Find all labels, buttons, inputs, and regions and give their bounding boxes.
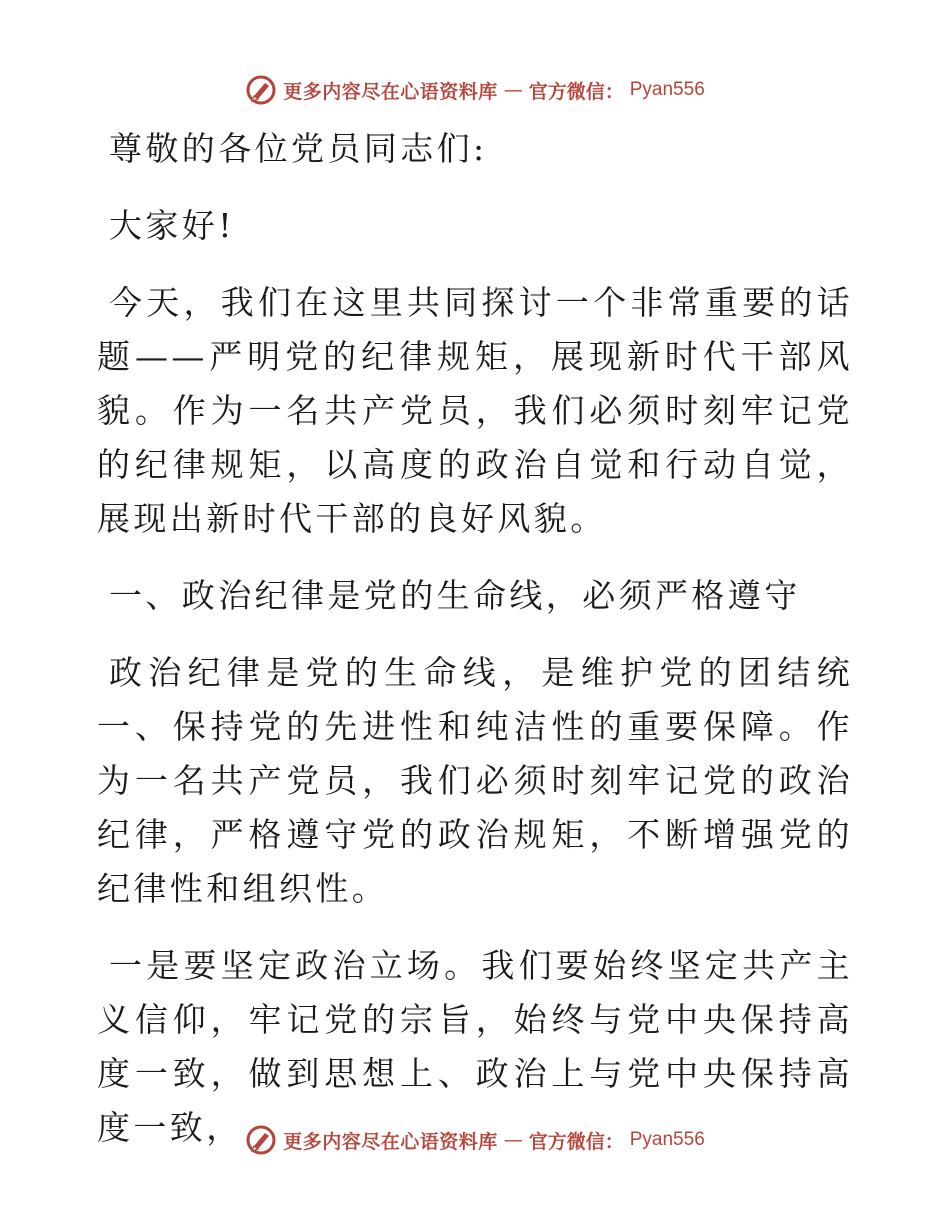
pen-logo-icon xyxy=(245,74,277,106)
banner-text: 更多内容尽在心语资料库 xyxy=(283,80,498,103)
section-heading: 一、政治纪律是党的生命线，必须严格遵守 xyxy=(109,576,801,615)
point-paragraph: 一是要坚定政治立场。我们要始终坚定共产主义信仰，牢记党的宗旨，始终与党中央保持高度一致，做到思想上、政治上与党中央保持高度一致， xyxy=(97,946,853,1147)
banner-wechat-id: Pyan556 xyxy=(629,1129,705,1150)
banner-label: 官方微信： xyxy=(528,1130,624,1153)
banner-label: 官方微信： xyxy=(528,80,624,103)
footer-banner xyxy=(0,1120,950,1160)
banner-text: 更多内容尽在心语资料库 xyxy=(283,1130,498,1153)
banner-separator: — xyxy=(503,79,523,101)
document-body xyxy=(97,122,853,1178)
hello-line: 大家好! xyxy=(109,206,235,245)
pen-logo-icon xyxy=(245,1124,277,1156)
section-paragraph: 政治纪律是党的生命线，是维护党的团结统一、保持党的先进性和纯洁性的重要保障。作为一名共产党员，我们必须时刻牢记党的政治纪律，严格遵守党的政治规矩，不断增强党的纪律性和组织性。 xyxy=(97,653,853,908)
intro-paragraph: 今天，我们在这里共同探讨一个非常重要的话题——严明党的纪律规矩，展现新时代干部风貌。作为一名共产党员，我们必须时刻牢记党的纪律规矩，以高度的政治自觉和行动自觉，展现出新时代干部的良好风貌。 xyxy=(97,283,853,538)
banner-wechat-id: Pyan556 xyxy=(629,79,705,100)
header-banner xyxy=(0,70,950,110)
banner-separator: — xyxy=(503,1129,523,1151)
greeting: 尊敬的各位党员同志们: xyxy=(109,129,488,168)
